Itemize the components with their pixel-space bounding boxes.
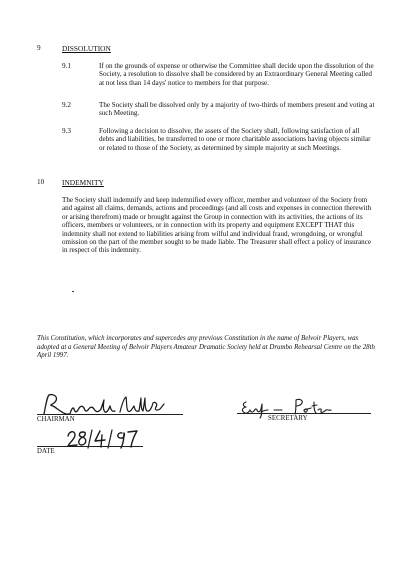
chairman-label: CHAIRMAN — [37, 416, 75, 423]
clause-text: The Society shall be dissolved only by a majority of two-thirds of members present and voting at such Meeting. — [99, 101, 375, 118]
adoption-statement: This Constitution, which incorporates and supercedes any previous Constitution in the name of Belvoir Players, was adopted at a General Meeting of Belvoir Players Amateur Dramatic Society held at Drumbo Rehearsal Centre on the 28th April 1997. — [37, 335, 375, 360]
date-label: DATE — [37, 448, 55, 455]
clause-text: Following a decision to dissolve, the assets of the Society shall, following satisfaction of all debts and liabilities, be transferred to one or more charitable associations having objects similar or related to those of the Society, as determined by simple majority at such Meetings. — [99, 127, 371, 152]
clause-number: 9.1 — [62, 62, 71, 70]
clause-number: 9.3 — [62, 127, 71, 135]
secretary-label: SECRETARY — [268, 415, 308, 422]
date-line — [37, 446, 143, 447]
handwritten-date — [64, 427, 144, 451]
section-heading-dissolution: DISSOLUTION — [62, 44, 111, 53]
section-heading-indemnity: INDEMNITY — [62, 178, 104, 187]
scan-mark — [72, 291, 74, 292]
secretary-signature-line — [237, 413, 371, 414]
chairman-signature-line — [37, 414, 183, 415]
clause-number: 9.2 — [62, 101, 71, 109]
section-number: 9 — [37, 44, 41, 52]
section-number: 10 — [37, 178, 45, 186]
indemnity-text: The Society shall indemnify and keep indemnified every officer, member and volunteer of the Society from and against all claims, demands, actions and proceedings (and all costs and expenses in connection therewith or arising therefrom) made or brought against the Group in connection with its activities, the actions of its officers, members or volunteers, or in connection with its property and equipment EXCEPT THAT this indemnity shall not extend to liabilities arising from wilful and individual fraud, wrongdoing, or wrongful omission on the part of the member sought to be made liable. The Treasurer shall effect a policy of insurance in respect of this indemnity. — [62, 196, 372, 255]
clause-text: If on the grounds of expense or otherwise the Committee shall decide upon the dissolution of the Society, a resolution to dissolve shall be considered by an Extraordinary General Meeting called at not less than 14 days' notice to members for that purpose. — [99, 62, 374, 87]
